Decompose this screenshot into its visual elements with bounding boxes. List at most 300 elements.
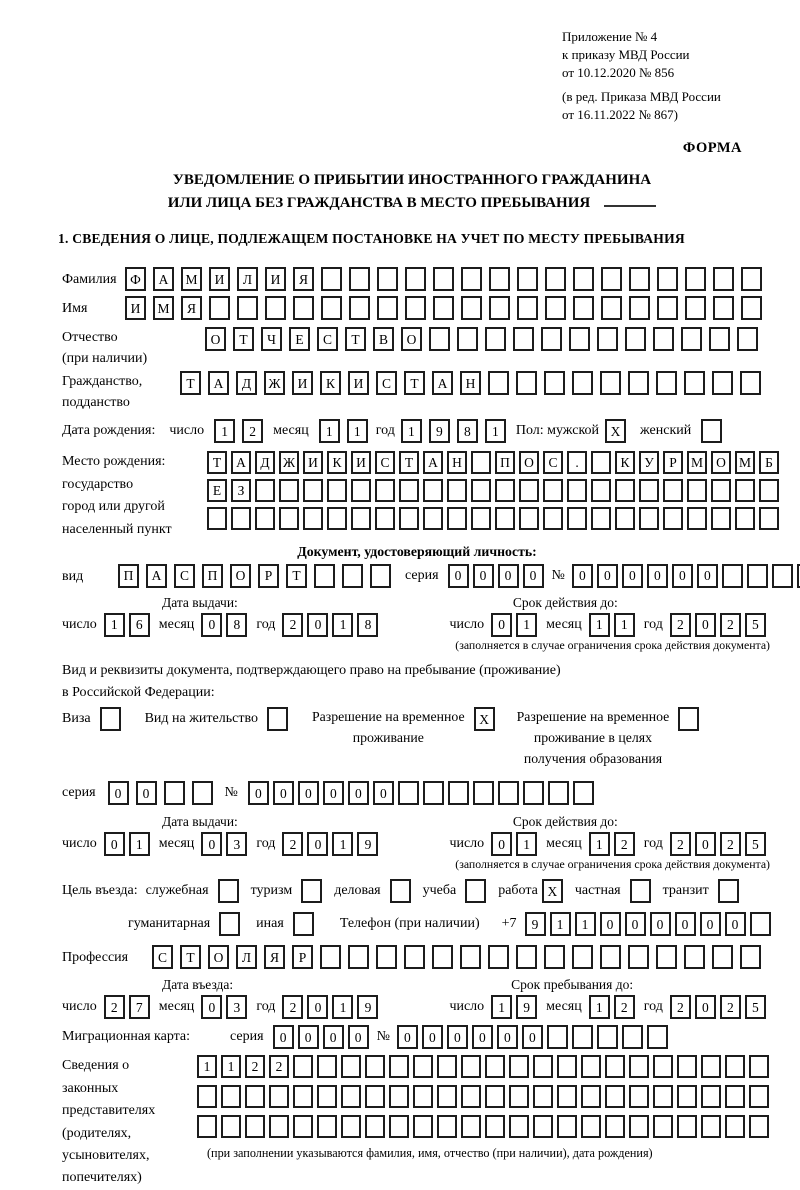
char-cell: 0 [298,781,319,805]
char-cell [605,1055,625,1078]
char-cell [473,781,494,805]
appendix-line: (в ред. Приказа МВД России [562,88,721,104]
char-cell [601,267,622,291]
patronymic-cells [205,327,758,351]
char-cell [405,296,426,320]
char-cell [741,267,762,291]
char-cell [349,296,370,320]
char-cell [713,296,734,320]
form-title-line1: УВЕДОМЛЕНИЕ О ПРИБЫТИИ ИНОСТРАННОГО ГРАЖДАНИНА [172,171,652,188]
char-cell [605,1115,625,1138]
char-cell: 1 [516,832,537,856]
char-cell [327,479,347,502]
char-cell: 8 [357,613,378,637]
char-cell: Д [236,371,257,395]
doc-valid-title: Срок действия до: [512,595,618,610]
char-cell: 0 [307,832,328,856]
entry-dates-headers [62,977,772,993]
char-cell [545,267,566,291]
char-cell [548,781,569,805]
citizenship-cells [180,371,761,395]
char-cell: 0 [348,1025,369,1049]
char-cell: Т [286,564,307,588]
month-label: месяц [158,617,195,632]
char-cell: А [153,267,174,291]
char-cell [495,507,515,530]
doc-number-label: № [551,568,565,583]
char-cell: Д [255,451,275,474]
char-cell: 1 [214,419,235,443]
char-cell: И [209,267,230,291]
day-label: число [62,999,97,1015]
edu-residence-option: Разрешение на временное проживание в целях получения образования [517,707,700,769]
char-cell [735,479,755,502]
doc-valid-year [670,613,766,637]
char-cell: 0 [473,564,494,588]
char-cell [677,1115,697,1138]
char-cell: 9 [429,419,450,443]
char-cell [448,781,469,805]
year-label: год [256,836,276,852]
char-cell [341,1085,361,1108]
char-cell [718,879,739,903]
char-cell [437,1055,457,1078]
legal-reps-block [62,1055,772,1189]
char-cell [447,479,467,502]
doc-dates-row [62,613,772,637]
char-cell [740,945,761,969]
form-title [52,169,772,216]
stay-issue-month [201,832,247,856]
char-cell [375,479,395,502]
edu-residence-checkbox [678,707,699,731]
temp-residence-checkbox [474,707,495,731]
char-cell [625,327,646,351]
char-cell [711,507,731,530]
char-cell: И [351,451,371,474]
char-cell: А [423,451,443,474]
stay-until-day [491,995,537,1019]
char-cell [293,1055,313,1078]
stay-validity-note: (заполняется в случае ограничения срока действия документа) [455,857,770,872]
char-cell [725,1055,745,1078]
char-cell: И [265,267,286,291]
entry-date-title: Дата въезда: [162,977,234,993]
char-cell [269,1085,289,1108]
char-cell: С [376,371,397,395]
char-cell [557,1115,577,1138]
char-cell [221,1115,241,1138]
appendix-line: к приказу МВД России [562,47,690,63]
char-cell [321,267,342,291]
entry-dates-row [62,995,772,1019]
char-cell: 6 [129,613,150,637]
char-cell: X [542,879,563,903]
char-cell [567,507,587,530]
char-cell [485,327,506,351]
purpose-study: учеба [423,879,487,903]
char-cell [314,564,335,588]
char-cell: К [327,451,347,474]
day-label: число [169,423,205,439]
stay-issue-year [282,832,378,856]
char-cell [389,1055,409,1078]
stay-until-month [589,995,635,1019]
stay-doc-options-row [62,707,772,769]
char-cell [513,327,534,351]
purpose-other-checkbox [293,912,314,936]
char-cell: 2 [614,995,635,1019]
birthplace-row2-cells [207,479,779,502]
char-cell [657,267,678,291]
char-cell: М [735,451,755,474]
char-cell: С [152,945,173,969]
char-cell [557,1055,577,1078]
month-label: месяц [546,617,582,632]
char-cell: 0 [104,832,125,856]
char-cell [433,267,454,291]
purpose-tourism: туризм [251,879,323,903]
month-label: месяц [546,999,582,1015]
char-cell [543,479,563,502]
char-cell [365,1115,385,1138]
char-cell [740,371,761,395]
char-cell [630,879,651,903]
char-cell [684,371,705,395]
char-cell [488,371,509,395]
char-cell: 1 [491,995,512,1019]
char-cell [687,507,707,530]
char-cell: Р [663,451,683,474]
char-cell [342,564,363,588]
char-cell [572,371,593,395]
char-cell [517,296,538,320]
char-cell: З [231,479,251,502]
char-cell: 2 [282,995,303,1019]
entry-month [201,995,247,1019]
char-cell [471,479,491,502]
char-cell: 0 [497,1025,518,1049]
char-cell [429,327,450,351]
char-cell [351,479,371,502]
stay-until-title: Срок пребывания до: [511,977,634,993]
char-cell [265,296,286,320]
char-cell [581,1055,601,1078]
doc-series-cells [448,564,544,588]
purpose-humanitarian: гуманитарная [128,912,240,936]
char-cell: Н [460,371,481,395]
char-cell: 2 [670,613,691,637]
char-cell [413,1115,433,1138]
char-cell [681,327,702,351]
char-cell: 9 [516,995,537,1019]
profession-cells [152,945,761,969]
char-cell [629,1055,649,1078]
identity-doc-heading: Документ, удостоверяющий личность: [297,544,537,559]
char-cell [341,1055,361,1078]
char-cell: Т [404,371,425,395]
char-cell: 0 [647,564,668,588]
char-cell: 1 [332,832,353,856]
citizenship-label: Гражданство, подданство [62,374,143,411]
char-cell [209,296,230,320]
char-cell [653,327,674,351]
stay-valid-title: Срок действия до: [512,814,618,830]
char-cell: 0 [248,781,269,805]
purpose-other: иная [256,912,314,936]
char-cell: Е [207,479,227,502]
char-cell: Т [399,451,419,474]
stay-doc-intro: Вид и реквизиты документа, подтверждающего право на пребывание (проживание) в Российской Федерации: [62,663,561,700]
char-cell [615,479,635,502]
visa-option: Виза [62,707,121,731]
char-cell: С [174,564,195,588]
surname-row [62,267,772,291]
char-cell [591,507,611,530]
stay-series-label: серия [62,785,96,801]
birthplace-row3-cells [207,507,779,530]
char-cell [365,1085,385,1108]
char-cell [749,1055,769,1078]
doc-series-label: серия [405,568,439,583]
char-cell: 0 [397,1025,418,1049]
char-cell: А [231,451,251,474]
month-label: месяц [273,423,309,439]
section-1-heading: 1. СВЕДЕНИЯ О ЛИЦЕ, ПОДЛЕЖАЩЕМ ПОСТАНОВКЕ НА УЧЕТ ПО МЕСТУ ПРЕБЫВАНИЯ [58,231,685,247]
char-cell: 1 [104,613,125,637]
char-cell: 3 [226,832,247,856]
char-cell: . [567,451,587,474]
char-cell [376,945,397,969]
char-cell: В [373,327,394,351]
char-cell [423,507,443,530]
char-cell [701,1115,721,1138]
birth-day-cells [214,419,263,443]
char-cell: 1 [575,912,596,936]
char-cell: 0 [622,564,643,588]
char-cell [519,479,539,502]
char-cell [433,296,454,320]
char-cell: 2 [245,1055,265,1078]
char-cell [405,267,426,291]
char-cell: 0 [695,613,716,637]
char-cell: 0 [522,1025,543,1049]
char-cell: 1 [347,419,368,443]
char-cell: X [605,419,626,443]
char-cell: 0 [108,781,129,805]
char-cell [567,479,587,502]
char-cell: Е [289,327,310,351]
char-cell [461,1055,481,1078]
char-cell: Я [181,296,202,320]
char-cell [656,945,677,969]
char-cell [687,479,707,502]
char-cell [557,1085,577,1108]
legal-reps-row1-cells [197,1055,769,1078]
purpose-work-checkbox [542,879,563,903]
char-cell: 1 [589,832,610,856]
char-cell: 0 [625,912,646,936]
firstname-label: Имя [62,300,88,316]
char-cell: 0 [700,912,721,936]
char-cell: И [125,296,146,320]
char-cell [600,945,621,969]
char-cell [365,1055,385,1078]
char-cell: К [320,371,341,395]
char-cell: О [519,451,539,474]
migration-series-label: серия [230,1029,264,1045]
char-cell [725,1115,745,1138]
char-cell [516,945,537,969]
char-cell [485,1055,505,1078]
char-cell [498,781,519,805]
char-cell [237,296,258,320]
doc-valid-day [491,613,537,637]
char-cell: 0 [472,1025,493,1049]
char-cell [293,296,314,320]
birthdate-label: Дата рождения: [62,423,156,439]
char-cell: 1 [589,995,610,1019]
patronymic-label: Отчество (при наличии) [62,330,148,367]
char-cell [317,1115,337,1138]
char-cell [685,296,706,320]
forma-label: ФОРМА [682,139,742,156]
char-cell [245,1085,265,1108]
stay-number-cells [248,781,594,805]
purpose-study-checkbox [465,879,486,903]
appendix-line: Приложение № 4 [562,29,658,44]
char-cell [591,451,611,474]
char-cell: П [118,564,139,588]
year-label: год [643,836,663,852]
stay-issue-title: Дата выдачи: [162,814,238,830]
char-cell [711,479,731,502]
char-cell [164,781,185,805]
char-cell [348,945,369,969]
char-cell [737,327,758,351]
sex-male-label: Пол: мужской [515,423,600,439]
char-cell: 2 [720,613,741,637]
char-cell: 1 [485,419,506,443]
entry-day [104,995,150,1019]
char-cell [197,1115,217,1138]
char-cell: 0 [201,832,222,856]
char-cell [663,479,683,502]
char-cell: 5 [745,613,766,637]
char-cell [684,945,705,969]
number-blank-line [604,192,656,207]
char-cell: 0 [307,995,328,1019]
year-label: год [256,999,276,1015]
char-cell: 7 [129,995,150,1019]
char-cell [597,327,618,351]
purpose-official-checkbox [218,879,239,903]
char-cell [581,1085,601,1108]
char-cell: С [543,451,563,474]
char-cell [317,1055,337,1078]
char-cell [404,945,425,969]
char-cell [207,507,227,530]
char-cell [516,371,537,395]
char-cell: 0 [448,564,469,588]
purpose-tourism-checkbox [301,879,322,903]
temp-residence-option: Разрешение на временное проживание X [312,707,495,748]
char-cell [437,1085,457,1108]
char-cell: А [432,371,453,395]
char-cell [471,451,491,474]
char-cell [509,1085,529,1108]
char-cell: 8 [457,419,478,443]
stay-valid-year [670,832,766,856]
char-cell [759,507,779,530]
day-label: число [449,999,485,1015]
phone-prefix: +7 [501,916,517,932]
char-cell [370,564,391,588]
char-cell: 1 [197,1055,217,1078]
char-cell [701,1055,721,1078]
purpose-label: Цель въезда: [62,883,138,899]
char-cell [759,479,779,502]
char-cell: 0 [447,1025,468,1049]
profession-row [62,945,772,969]
char-cell: 0 [600,912,621,936]
char-cell: 1 [550,912,571,936]
char-cell [413,1055,433,1078]
char-cell [750,912,771,936]
char-cell [677,1085,697,1108]
month-label: месяц [546,836,582,852]
migration-card-row [62,1025,772,1049]
char-cell [657,296,678,320]
char-cell: 1 [401,419,422,443]
birthplace-block [62,451,772,541]
char-cell [509,1115,529,1138]
char-cell [572,1025,593,1049]
char-cell: Н [447,451,467,474]
char-cell [377,267,398,291]
char-cell: Л [237,267,258,291]
birthplace-row1-cells [207,451,779,474]
char-cell [413,1085,433,1108]
char-cell: 0 [323,781,344,805]
char-cell: 0 [348,781,369,805]
char-cell [267,707,288,731]
doc-validity-note: (заполняется в случае ограничения срока действия документа) [455,638,770,652]
firstname-cells [125,296,762,320]
char-cell [269,1115,289,1138]
char-cell [591,479,611,502]
purpose-official: служебная [146,879,239,903]
char-cell: Т [180,371,201,395]
char-cell: 0 [422,1025,443,1049]
year-label: год [643,617,663,632]
char-cell [572,945,593,969]
char-cell [741,296,762,320]
char-cell [677,1055,697,1078]
char-cell [460,945,481,969]
char-cell [293,1115,313,1138]
stay-series-cells [108,781,213,805]
char-cell: 0 [697,564,718,588]
char-cell [519,507,539,530]
char-cell [399,479,419,502]
char-cell [628,371,649,395]
char-cell: Т [345,327,366,351]
char-cell [423,479,443,502]
char-cell: Р [292,945,313,969]
purpose-business: деловая [334,879,410,903]
doc-number-cells [572,564,800,588]
